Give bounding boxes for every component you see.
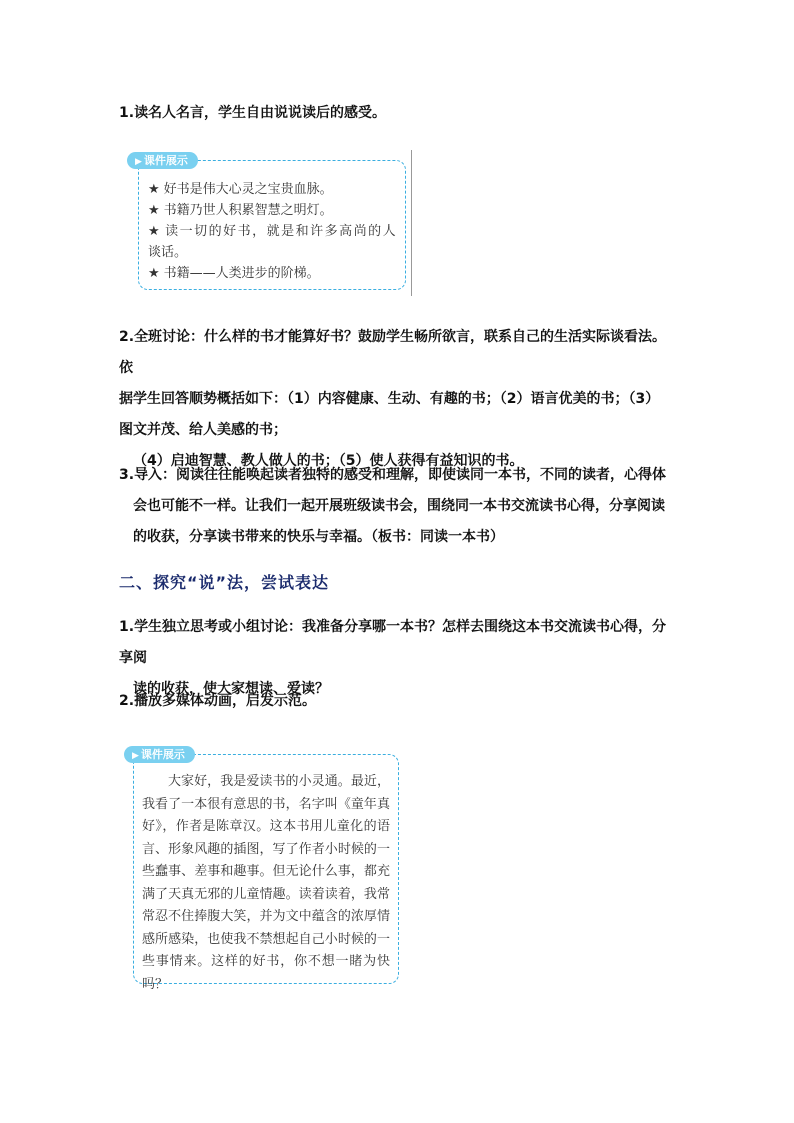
box-1-side-rule [411, 150, 412, 296]
courseware-tag-2-label: 课件展示 [140, 748, 185, 761]
quote-item: ★ 读一切的好书，就是和许多高尚的人 [148, 224, 398, 239]
paragraph-4-line-2: 读的收获，使大家想读、爱读？ [133, 681, 329, 697]
paragraph-5 [119, 686, 679, 717]
paragraph-3-line-2: 会也可能不一样。让我们一起开展班级读书会，围绕同一本书交流读书心得，分享阅读 [133, 498, 665, 514]
paragraph-5-number: 2. [119, 693, 135, 709]
paragraph-5-text: 播放多媒体动画，启发示范。 [134, 693, 317, 709]
paragraph-2-line-4: （4）启迪智慧、教人做人的书；（5）使人获得有益知识的书。 [133, 453, 524, 469]
courseware-tag-1 [127, 152, 198, 169]
paragraph-1 [119, 98, 679, 129]
paragraph-2-line-2: 据学生回答顺势概括如下：（1）内容健康、生动、有趣的书；（2）语言优美的书；（3） [119, 391, 660, 407]
section-2-heading: 二、探究“说”法，尝试表达 [119, 573, 330, 592]
star-icon: ★ [148, 182, 160, 197]
paragraph-4-line-1: 学生独立思考或小组讨论：我准备分享哪一本书？怎样去围绕这本书交流读书心得，分享阅 [119, 619, 667, 666]
play-triangle-icon: ▶ [135, 157, 142, 167]
sample-speech-text: 大家好，我是爱读书的小灵通。最近，我看了一本很有意思的书，名字叫《童年真好》，作者是陈章汉。这本书用儿童化的语言、形象风趣的插图，写了作者小时候的一些蠢事、差事和趣事。但无论什么事，都充满了天真无邪的儿童情趣。读着读着，我常常忍不住捧腹大笑，并为文中蕴含的浓厚情感所感染，也使我不禁想起自己小时候的一些事情来。这样的好书，你不想一睹为快吗？ [142, 774, 390, 992]
courseware-tag-1-label: 课件展示 [143, 154, 188, 167]
star-icon: ★ [148, 203, 160, 218]
quote-item: ★ 好书是伟大心灵之宝贵血脉。 [148, 182, 333, 197]
paragraph-4-number: 1. [119, 619, 135, 635]
courseware-tag-2 [124, 746, 195, 763]
paragraph-3-line-1: 导入：阅读往往能唤起读者独特的感受和理解，即使读同一本书，不同的读者，心得体 [134, 467, 667, 483]
quote-item: ★ 书籍——人类进步的阶梯。 [148, 266, 320, 281]
star-icon: ★ [148, 266, 160, 281]
play-triangle-icon: ▶ [132, 751, 139, 761]
courseware-box-2 [132, 748, 399, 992]
paragraph-3-line-3: 的收获，分享读书带来的快乐与幸福。（板书：同读一本书） [133, 529, 504, 545]
paragraph-1-text: 读名人名言，学生自由说说读后的感受。 [134, 105, 387, 121]
paragraph-3 [119, 460, 679, 553]
quote-item-continued: 谈话。 [148, 245, 188, 260]
star-icon: ★ [148, 224, 162, 239]
paragraph-2-line-1: 全班讨论：什么样的书才能算好书？鼓励学生畅所欲言，联系自己的生活实际谈看法。依 [119, 329, 667, 376]
paragraph-1-number: 1. [119, 105, 135, 121]
paragraph-3-number: 3. [119, 467, 135, 483]
quote-item: ★ 书籍乃世人积累智慧之明灯。 [148, 203, 333, 218]
paragraph-2 [119, 322, 679, 477]
courseware-box-1 [135, 154, 406, 290]
paragraph-2-line-3: 图文并茂、给人美感的书； [119, 422, 287, 438]
paragraph-2-number: 2. [119, 329, 135, 345]
